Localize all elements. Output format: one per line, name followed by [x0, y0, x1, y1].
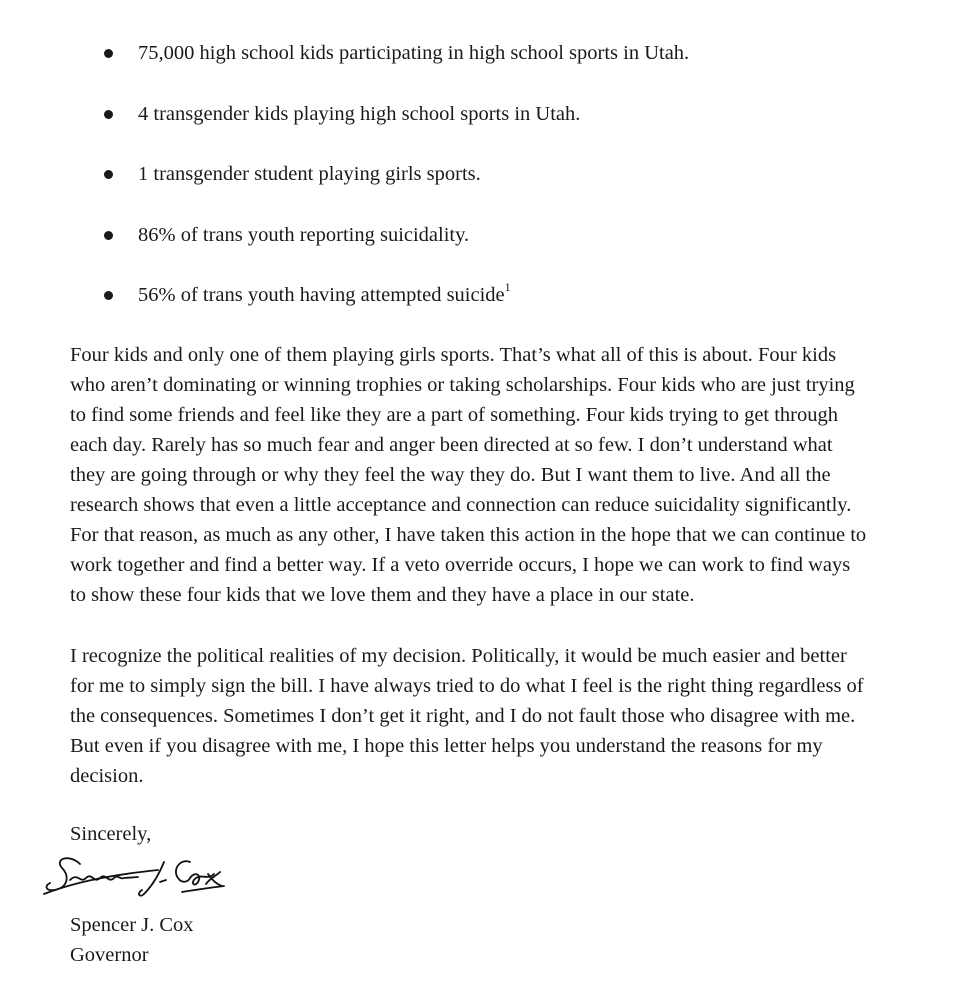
paragraph-line: work together and find a better way. If a veto override occurs, I hope we can work to find ways: [70, 554, 851, 576]
signature-image: [40, 850, 230, 904]
bullet-icon: [104, 49, 113, 58]
paragraph-line: For that reason, as much as any other, I have taken this action in the hope that we can continue to: [70, 524, 867, 546]
paragraph-line: to show these four kids that we love them and they have a place in our state.: [70, 584, 695, 606]
list-item-text: 4 transgender kids playing high school sports in Utah.: [138, 102, 581, 125]
closing-salutation: Sincerely,: [70, 823, 152, 845]
paragraph-line: decision.: [70, 765, 144, 787]
bullet-icon: [104, 291, 113, 300]
paragraph-line: for me to simply sign the bill. I have always tried to do what I feel is the right thing regardless of: [70, 675, 864, 697]
paragraph-political-realities: [70, 641, 970, 791]
paragraph-line: Four kids and only one of them playing girls sports. That’s what all of this is about. Four kids: [70, 344, 837, 366]
bullet-icon: [104, 110, 113, 119]
list-item-text: 86% of trans youth reporting suicidality.: [138, 223, 470, 246]
list-item-text: 1 transgender student playing girls sports.: [138, 163, 481, 185]
paragraph-line: to find some friends and feel like they are a part of something. Four kids trying to get through: [70, 404, 839, 426]
list-item-text: 75,000 high school kids participating in high school sports in Utah.: [138, 42, 690, 64]
paragraph-line: But even if you disagree with me, I hope this letter helps you understand the reasons for my: [70, 735, 823, 757]
bullet-icon: [104, 170, 113, 179]
footnote-marker: 1: [504, 280, 511, 295]
list-item-body: 56% of trans youth having attempted suicide: [138, 284, 505, 306]
paragraph-line: who aren’t dominating or winning trophies or taking scholarships. Four kids who are just trying: [70, 374, 855, 396]
signatory-title: Governor: [70, 944, 149, 966]
list-item-text: [138, 280, 511, 310]
bullet-icon: [104, 231, 113, 240]
paragraph-line: they are going through or why they feel the way they do. But I want them to live. And all the: [70, 464, 831, 486]
signatory-name: Spencer J. Cox: [70, 914, 194, 936]
paragraph-line: research shows that even a little acceptance and connection can reduce suicidality significantly.: [70, 494, 852, 516]
paragraph-four-kids: [70, 340, 970, 610]
paragraph-line: the consequences. Sometimes I don’t get it right, and I do not fault those who disagree with me.: [70, 705, 856, 727]
paragraph-line: I recognize the political realities of my decision. Politically, it would be much easier and better: [70, 645, 847, 667]
paragraph-line: each day. Rarely has so much fear and anger been directed at so few. I don’t understand what: [70, 434, 833, 456]
